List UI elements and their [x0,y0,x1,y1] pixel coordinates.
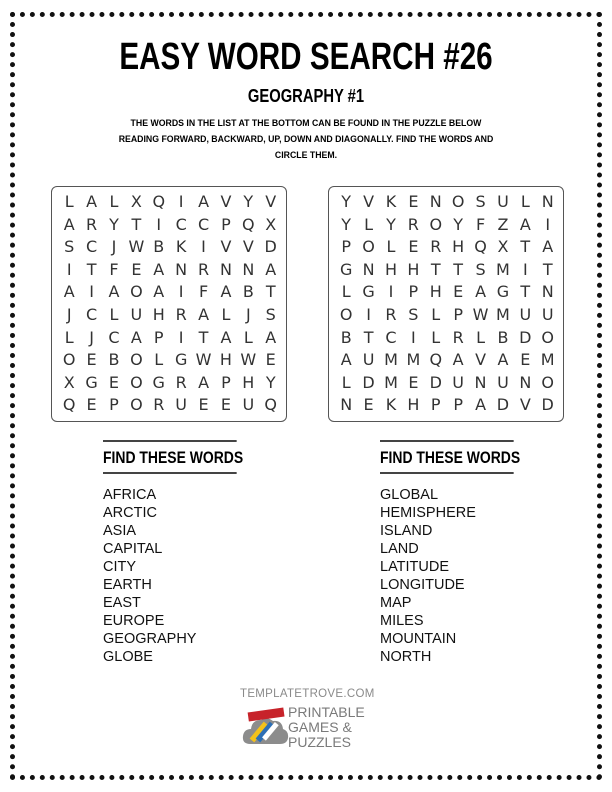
grid-letter[interactable]: J [245,304,251,324]
grid-letter[interactable]: M [496,304,510,324]
grid-letter[interactable]: P [221,372,231,392]
grid-letter[interactable]: E [363,395,374,415]
grid-letter[interactable]: Y [341,192,352,211]
puzzle-grid-left [58,191,282,417]
grid-letter[interactable]: E [520,350,531,370]
grid-letter[interactable]: T [265,282,276,302]
grid-letter[interactable]: T [520,282,531,302]
grid-letter[interactable]: W [240,350,257,370]
grid-letter[interactable]: U [130,304,143,324]
grid-letter[interactable]: E [86,395,97,415]
word-list-item: MAP [380,595,412,611]
grid-letter[interactable]: E [453,282,464,302]
grid-letter[interactable]: I [366,304,371,324]
grid-letter[interactable]: T [198,327,209,347]
grid-letter[interactable]: A [475,282,487,302]
puzzle-grid-right-box [328,186,564,422]
grid-letter[interactable]: O [541,327,554,347]
grid-letter[interactable]: A [542,237,554,257]
grid-letter[interactable]: G [85,372,98,392]
grid-letter[interactable]: L [520,192,530,211]
grid-letter[interactable]: I [89,282,94,302]
logo-wordmark [288,705,374,750]
grid-letter[interactable]: I [411,327,416,347]
grid-letter[interactable]: C [175,214,187,234]
grid-letter[interactable]: K [175,237,187,257]
grid-letter[interactable]: B [242,282,254,302]
grid-letter[interactable]: I [178,282,184,302]
grid-letter[interactable]: H [384,259,397,279]
grid-letter[interactable]: I [388,282,394,302]
grid-letter[interactable]: A [265,259,277,279]
grid-letter[interactable]: J [111,237,117,257]
grid-letter[interactable]: L [431,304,441,324]
grid-letter[interactable]: F [198,282,209,302]
grid-letter[interactable]: F [475,214,486,234]
grid-letter[interactable]: P [341,237,352,257]
word-list-item: AFRICA [103,487,157,503]
grid-letter[interactable]: O [451,192,465,211]
grid-letter[interactable]: H [152,304,165,324]
grid-letter[interactable]: U [242,395,255,415]
grid-letter[interactable]: R [175,372,187,392]
grid-letter[interactable]: A [153,282,165,302]
grid-letter[interactable]: D [519,327,532,347]
grid-letter[interactable]: E [408,192,419,211]
grid-letter[interactable]: C [86,304,98,324]
logo-line-2: GAMES & [288,719,352,735]
grid-letter[interactable]: E [408,372,419,392]
word-list-item: NORTH [380,649,432,665]
grid-letter[interactable]: Q [242,214,255,234]
grid-letter[interactable]: R [153,395,165,415]
grid-letter[interactable]: R [175,304,187,324]
grid-letter[interactable]: A [198,192,210,211]
grid-letter[interactable]: L [341,372,351,392]
logo-line-3: PUZZLES [288,734,352,750]
grid-letter[interactable]: V [220,237,232,257]
grid-letter[interactable]: L [64,192,74,211]
grid-letter[interactable]: L [154,350,164,370]
word-list-item: ASIA [103,523,137,539]
grid-letter[interactable]: R [197,259,210,279]
grid-letter[interactable]: D [541,395,554,415]
grid-letter[interactable]: O [339,304,353,324]
word-list-item: ARCTIC [103,505,157,521]
grid-letter[interactable]: Q [264,395,277,415]
brand-logo [240,688,374,758]
grid-letter[interactable]: V [220,192,232,211]
puzzle-grid-right [335,191,559,417]
grid-letter[interactable]: A [130,327,142,347]
grid-letter[interactable]: T [430,259,441,279]
grid-letter[interactable]: S [475,192,486,211]
grid-letter[interactable]: N [242,259,255,279]
grid-letter[interactable]: A [497,350,509,370]
grid-letter[interactable]: P [453,395,463,415]
grid-letter[interactable]: W [472,304,489,324]
grid-letter[interactable]: L [341,282,351,302]
grid-letter[interactable]: C [86,237,98,257]
grid-letter[interactable]: L [109,192,119,211]
puzzle-grid-left-box [51,186,287,422]
grid-letter[interactable]: Z [497,214,509,234]
grid-letter[interactable]: X [497,237,509,257]
grid-letter[interactable]: Y [341,214,352,234]
word-list-item: GLOBE [103,649,153,665]
page-subtitle: GEOGRAPHY #1 [247,86,365,106]
grid-letter[interactable]: A [220,327,232,347]
grid-letter[interactable]: U [541,304,554,324]
grid-letter[interactable]: X [130,192,142,211]
grid-letter[interactable]: G [152,372,165,392]
grid-letter[interactable]: B [153,237,165,257]
grid-letter[interactable]: H [452,237,465,257]
grid-letter[interactable]: Y [386,214,396,234]
grid-letter[interactable]: O [130,372,143,392]
grid-letter[interactable]: N [541,192,554,211]
grid-letter[interactable]: I [178,192,184,211]
word-list-left-header: FIND THESE WORDS [103,440,237,474]
grid-letter[interactable]: H [407,259,420,279]
grid-letter[interactable]: I [545,214,551,234]
grid-letter[interactable]: I [178,327,184,347]
grid-letter[interactable]: I [156,214,162,234]
grid-letter[interactable]: M [406,350,421,370]
grid-letter[interactable]: Q [474,237,487,257]
word-list-right-section [380,440,521,666]
word-list-item: MOUNTAIN [380,631,457,647]
grid-letter[interactable]: O [130,395,143,415]
grid-letter[interactable]: E [220,395,231,415]
grid-letter[interactable]: O [62,350,76,370]
grid-letter[interactable]: Q [152,192,166,211]
grid-letter[interactable]: V [363,192,375,211]
grid-letter[interactable]: J [89,327,94,347]
grid-letter[interactable]: R [385,304,397,324]
grid-letter[interactable]: P [221,214,231,234]
grid-letter[interactable]: M [384,350,398,370]
grid-letter[interactable]: O [362,237,375,257]
grid-letter[interactable]: M [540,350,555,370]
grid-letter[interactable]: L [221,304,231,324]
grid-letter[interactable]: M [384,372,398,392]
grid-letter[interactable]: S [64,237,75,257]
grid-letter[interactable]: A [198,372,210,392]
word-list-item: EAST [103,595,141,611]
grid-letter[interactable]: C [108,327,120,347]
grid-letter[interactable]: I [201,237,206,257]
grid-letter[interactable]: L [364,214,374,234]
grid-letter[interactable]: H [407,395,420,415]
grid-letter[interactable]: U [497,372,509,392]
word-list-item: GLOBAL [380,487,439,503]
grid-letter[interactable]: A [340,350,352,370]
grid-letter[interactable]: R [86,214,98,234]
grid-letter[interactable]: A [63,214,75,234]
grid-letter[interactable]: N [175,259,188,279]
grid-letter[interactable]: S [408,304,419,324]
word-list-left-section [103,440,244,666]
grid-letter[interactable]: O [130,350,143,370]
grid-letter[interactable]: E [265,350,276,370]
word-list-item: CAPITAL [103,541,163,557]
grid-letter[interactable]: P [430,395,441,415]
grid-letter[interactable]: E [408,237,419,257]
grid-letter[interactable]: G [362,282,375,302]
grid-letter[interactable]: H [429,282,442,302]
grid-letter[interactable]: U [497,192,509,211]
word-list-item: HEMISPHERE [380,505,476,521]
grid-letter[interactable]: T [86,259,97,279]
grid-letter[interactable]: R [407,214,419,234]
grid-letter[interactable]: Q [62,395,76,415]
grid-letter[interactable]: T [131,214,142,234]
grid-letter[interactable]: L [109,304,119,324]
grid-letter[interactable]: Q [429,350,443,370]
grid-letter[interactable]: T [363,327,374,347]
grid-letter[interactable]: A [475,395,487,415]
grid-letter[interactable]: U [519,304,532,324]
grid-letter[interactable]: A [265,327,277,347]
grid-letter[interactable]: Y [453,214,464,234]
grid-letter[interactable]: W [128,237,145,257]
grid-letter[interactable]: G [174,350,188,370]
grid-letter[interactable]: U [452,372,464,392]
grid-letter[interactable]: L [243,327,253,347]
page-title: EASY WORD SEARCH #26 [119,36,493,78]
grid-letter[interactable]: G [496,282,510,302]
grid-letter[interactable]: D [429,372,442,392]
word-list-item: EUROPE [103,613,165,629]
word-list-item: EARTH [103,577,152,593]
grid-letter[interactable]: A [198,304,210,324]
logo-line-1: PRINTABLE [288,704,365,720]
grid-letter[interactable]: E [86,350,97,370]
grid-letter[interactable]: V [475,350,487,370]
word-list-item: GEOGRAPHY [103,631,197,647]
grid-letter[interactable]: S [265,304,276,324]
grid-letter[interactable]: I [522,259,528,279]
grid-letter[interactable]: V [265,192,277,211]
grid-letter[interactable]: M [496,259,510,279]
grid-letter[interactable]: G [339,259,353,279]
grid-letter[interactable]: N [519,372,532,392]
grid-letter[interactable]: H [219,350,232,370]
grid-letter[interactable]: E [198,395,209,415]
grid-letter[interactable]: L [386,237,396,257]
grid-letter[interactable]: F [109,259,119,279]
grid-letter[interactable]: N [340,395,353,415]
grid-letter[interactable]: D [496,395,510,415]
instructions: THE WORDS IN THE LIST AT THE BOTTOM CAN BE FOUND IN THE PUZZLE BELOW READING FORWARD, BACKWARD, UP, DOWN AND DIAGONALLY. FIND THE WORDS AND CIRCLE THEM. [118,118,494,161]
cloud-pencil-icon [242,704,290,750]
grid-letter[interactable]: L [64,327,74,347]
word-list-item: ISLAND [380,523,433,539]
word-list-item: LAND [380,541,419,557]
grid-letter[interactable]: D [362,372,375,392]
grid-letter[interactable]: R [452,327,464,347]
word-list-right-header: FIND THESE WORDS [380,440,514,474]
grid-letter[interactable]: C [197,214,210,234]
grid-letter[interactable]: O [541,372,554,392]
grid-letter[interactable]: K [385,192,397,211]
grid-letter[interactable]: D [264,237,277,257]
grid-letter[interactable]: V [519,395,531,415]
grid-letter[interactable]: P [453,304,463,324]
grid-letter[interactable]: A [86,192,98,211]
word-list-item: CITY [103,559,137,575]
grid-letter[interactable]: E [131,259,142,279]
grid-letter[interactable]: Y [265,372,276,392]
grid-letter[interactable]: Y [243,192,254,211]
grid-letter[interactable]: O [429,214,443,234]
grid-letter[interactable]: K [385,395,397,415]
grid-letter[interactable]: A [153,259,165,279]
grid-letter[interactable]: X [63,372,75,392]
word-list-right [380,486,514,666]
grid-letter[interactable]: A [452,350,464,370]
grid-letter[interactable]: A [63,282,75,302]
grid-letter[interactable]: P [153,327,164,347]
grid-letter[interactable]: N [474,372,487,392]
grid-letter[interactable]: N [219,259,232,279]
word-list-item: LONGITUDE [380,577,465,593]
grid-letter[interactable]: N [541,282,554,302]
grid-letter[interactable]: V [242,237,254,257]
grid-letter[interactable]: A [220,282,232,302]
grid-letter[interactable]: H [242,372,255,392]
grid-letter[interactable]: I [66,259,72,279]
word-list-item: MILES [380,613,424,629]
grid-letter[interactable]: L [431,327,441,347]
word-list-left [103,486,237,666]
grid-letter[interactable]: B [497,327,509,347]
grid-letter[interactable]: L [476,327,485,347]
grid-letter[interactable]: U [175,395,187,415]
grid-letter[interactable]: S [475,259,486,279]
grid-letter[interactable]: W [195,350,212,370]
grid-letter[interactable]: N [429,192,442,211]
logo-site-name: TEMPLATETROVE.COM [240,688,375,700]
grid-letter[interactable]: T [520,237,531,257]
grid-letter[interactable]: B [108,350,120,370]
grid-letter[interactable]: T [542,259,553,279]
grid-letter[interactable]: A [519,214,531,234]
grid-letter[interactable]: E [108,372,120,392]
grid-letter[interactable]: A [108,282,120,302]
grid-letter[interactable]: X [265,214,277,234]
word-list-item: LATITUDE [380,559,450,575]
grid-letter[interactable]: T [453,259,464,279]
grid-letter[interactable]: J [66,304,72,324]
grid-letter[interactable]: N [362,259,375,279]
grid-letter[interactable]: R [430,237,442,257]
grid-letter[interactable]: O [130,282,143,302]
grid-letter[interactable]: P [408,282,419,302]
grid-letter[interactable]: Y [109,214,119,234]
grid-letter[interactable]: P [109,395,119,415]
grid-letter[interactable]: B [340,327,352,347]
grid-letter[interactable]: C [385,327,397,347]
grid-letter[interactable]: U [362,350,375,370]
